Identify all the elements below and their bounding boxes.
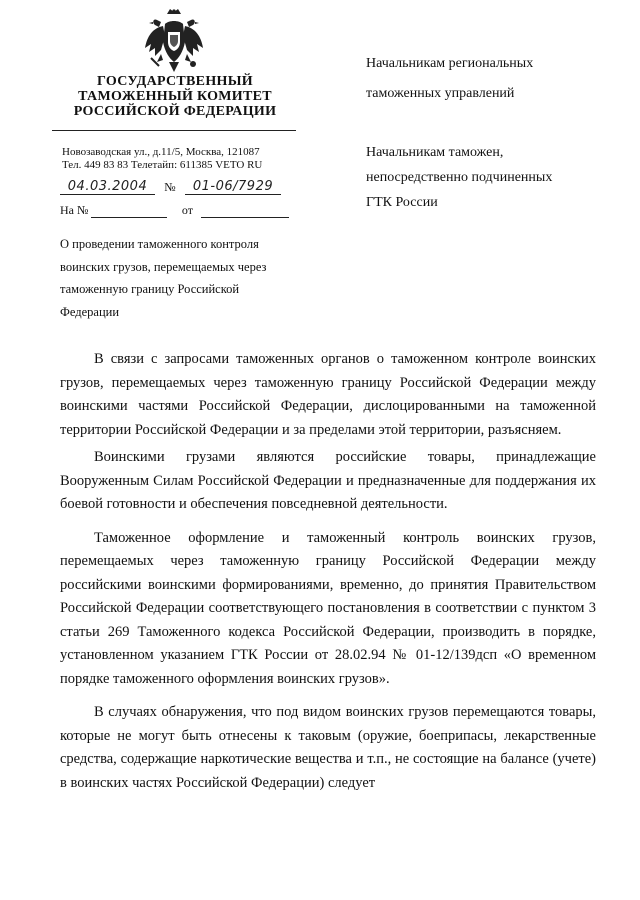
addressee-line: Начальникам таможен,	[366, 145, 504, 160]
org-name-line: ГОСУДАРСТВЕННЫЙ	[97, 74, 253, 89]
outgoing-date-field	[60, 180, 155, 195]
addressee-block	[366, 54, 626, 104]
state-emblem-icon	[143, 8, 205, 74]
reply-reference	[60, 203, 289, 218]
organization-address	[62, 146, 262, 172]
reply-number-label: На №	[60, 203, 89, 217]
outgoing-number-field	[185, 180, 281, 195]
addressee-line: непосредственно подчиненных	[366, 170, 553, 185]
reply-date-blank	[201, 203, 289, 218]
body-paragraph: В связи с запросами таможенных органов о таможенном контроле воинских грузов, перемещаемых через таможенную границу Российской Федерации между воинскими частями Российской Федерации, дислоцированными на таможенной территории Российской Федерации и за пределами этой территории, разъясняем.	[60, 351, 596, 438]
body-paragraph: Таможенное оформление и таможенный контроль воинских грузов, перемещаемых через таможенную границу Российской Федерации между российскими воинскими формированиями, временно, до принятия Правительством Российской Федерации соответствующего постановления в соответствии с пунктом 3 статьи 269 Таможенного кодекса Российской Федерации, производить в порядке, установленном указанием ГТК России от 28.02.94 № 01-12/139дсп «О временном порядке таможенного оформления воинских грузов».	[60, 529, 596, 687]
addressee-line: таможенных управлений	[366, 86, 515, 101]
address-line: Новозаводская ул., д.11/5, Москва, 121087	[62, 146, 260, 158]
addressee-line: ГТК России	[366, 195, 438, 210]
address-line: Тел. 449 83 83 Телетайп: 611385 VETO RU	[62, 159, 263, 171]
letter-body	[60, 348, 596, 795]
outgoing-number-label: №	[164, 180, 176, 194]
letterhead-divider	[52, 130, 296, 131]
reply-number-blank	[91, 203, 167, 218]
letter-subject: О проведении таможенного контроля воинских грузов, перемещаемых через таможенную границу Российской Федерации	[60, 237, 267, 319]
outgoing-date: 04.03.2004	[67, 179, 148, 194]
reply-date-label: от	[181, 203, 193, 217]
addressee-block	[366, 143, 626, 213]
org-name-line: ТАМОЖЕННЫЙ КОМИТЕТ	[78, 89, 272, 104]
body-paragraph: Воинскими грузами являются российские товары, принадлежащие Вооруженным Силам Российской Федерации и предназначенные для поддержания их боевой готовности и обеспечения повседневной деятельности.	[60, 449, 596, 512]
outgoing-registration	[60, 180, 281, 195]
addressee-line: Начальникам региональных	[366, 56, 534, 71]
outgoing-number: 01-06/7929	[192, 179, 274, 194]
body-paragraph: В случаях обнаружения, что под видом воинских грузов перемещаются товары, которые не могут быть отнесены к таковым (оружие, боеприпасы, лекарственные средства, содержащие наркотические вещества и т.п., не состоящие на балансе (учете) в воинских частях Российской Федерации) следует	[60, 704, 596, 791]
org-name-line: РОССИЙСКОЙ ФЕДЕРАЦИИ	[73, 104, 277, 119]
organization-name	[60, 74, 290, 119]
